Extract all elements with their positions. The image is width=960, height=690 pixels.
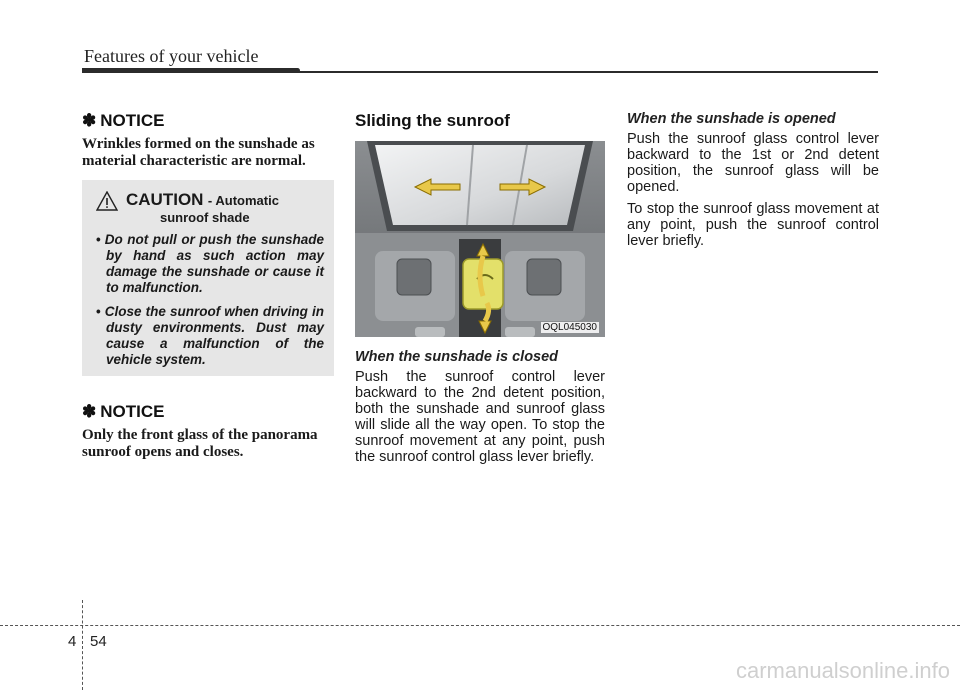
body-text-closed: Push the sunroof control lever backward to the 2nd detent position, both the sunshade and sunroof glass will slide all the way open. To stop the sunroof movement at any point, push the sunroof control glass lever briefly. xyxy=(355,369,605,465)
notice-text: Wrinkles formed on the sunshade as material characteristic are normal. xyxy=(82,136,315,169)
notice-star-icon: ✽ xyxy=(82,402,97,421)
column-left xyxy=(82,108,334,461)
warning-triangle-icon xyxy=(96,191,118,211)
header-rule-thin xyxy=(82,71,878,73)
chapter-number: 4 xyxy=(68,633,77,650)
footer-divider xyxy=(0,625,960,626)
caution-item-text: Close the sunroof when driving in dusty environments. Dust may cause a malfunction of the vehicle system. xyxy=(104,304,324,367)
caution-title xyxy=(126,190,279,226)
notice-star-icon: ✽ xyxy=(82,111,97,130)
figure-code: OQL045030 xyxy=(542,322,597,333)
column-right xyxy=(627,108,879,255)
caution-header xyxy=(92,190,324,226)
notice-heading-label: NOTICE xyxy=(100,402,165,421)
caution-list xyxy=(92,232,324,368)
caution-subtitle-line2: sunroof shade xyxy=(160,210,250,225)
caution-item-text: Do not pull or push the sunshade by hand as such action may damage the sunshade or cause it to malfunction. xyxy=(104,232,324,295)
caution-item xyxy=(92,304,324,368)
body-text-opened-2: To stop the sunroof glass movement at any point, push the sunroof control lever briefly. xyxy=(627,201,879,249)
sunroof-illustration xyxy=(355,141,605,337)
footer-vertical-divider xyxy=(82,600,83,690)
sub-heading-opened: When the sunshade is opened xyxy=(627,111,836,127)
bullet-icon: • xyxy=(96,304,101,319)
notice-heading-label: NOTICE xyxy=(100,111,165,130)
page-header-title: Features of your vehicle xyxy=(84,46,259,66)
bullet-icon: • xyxy=(96,232,101,247)
sub-heading-closed: When the sunshade is closed xyxy=(355,349,559,365)
caution-title-word: CAUTION xyxy=(126,190,204,209)
page-number: 54 xyxy=(90,633,107,650)
notice-text: Only the front glass of the panorama sunroof opens and closes. xyxy=(82,427,318,460)
caution-box xyxy=(82,180,334,376)
caution-subtitle-line1: - Automatic xyxy=(207,193,279,208)
column-middle xyxy=(355,108,605,471)
notice-heading xyxy=(82,402,334,422)
notice-heading xyxy=(82,111,334,131)
watermark: carmanualsonline.info xyxy=(735,658,950,683)
caution-item xyxy=(92,232,324,296)
sunroof-figure xyxy=(355,141,605,337)
body-text-opened-1: Push the sunroof glass control lever backward to the 1st or 2nd detent position, the sunroof glass will be opened. xyxy=(627,131,879,195)
section-title: Sliding the sunroof xyxy=(355,111,510,130)
